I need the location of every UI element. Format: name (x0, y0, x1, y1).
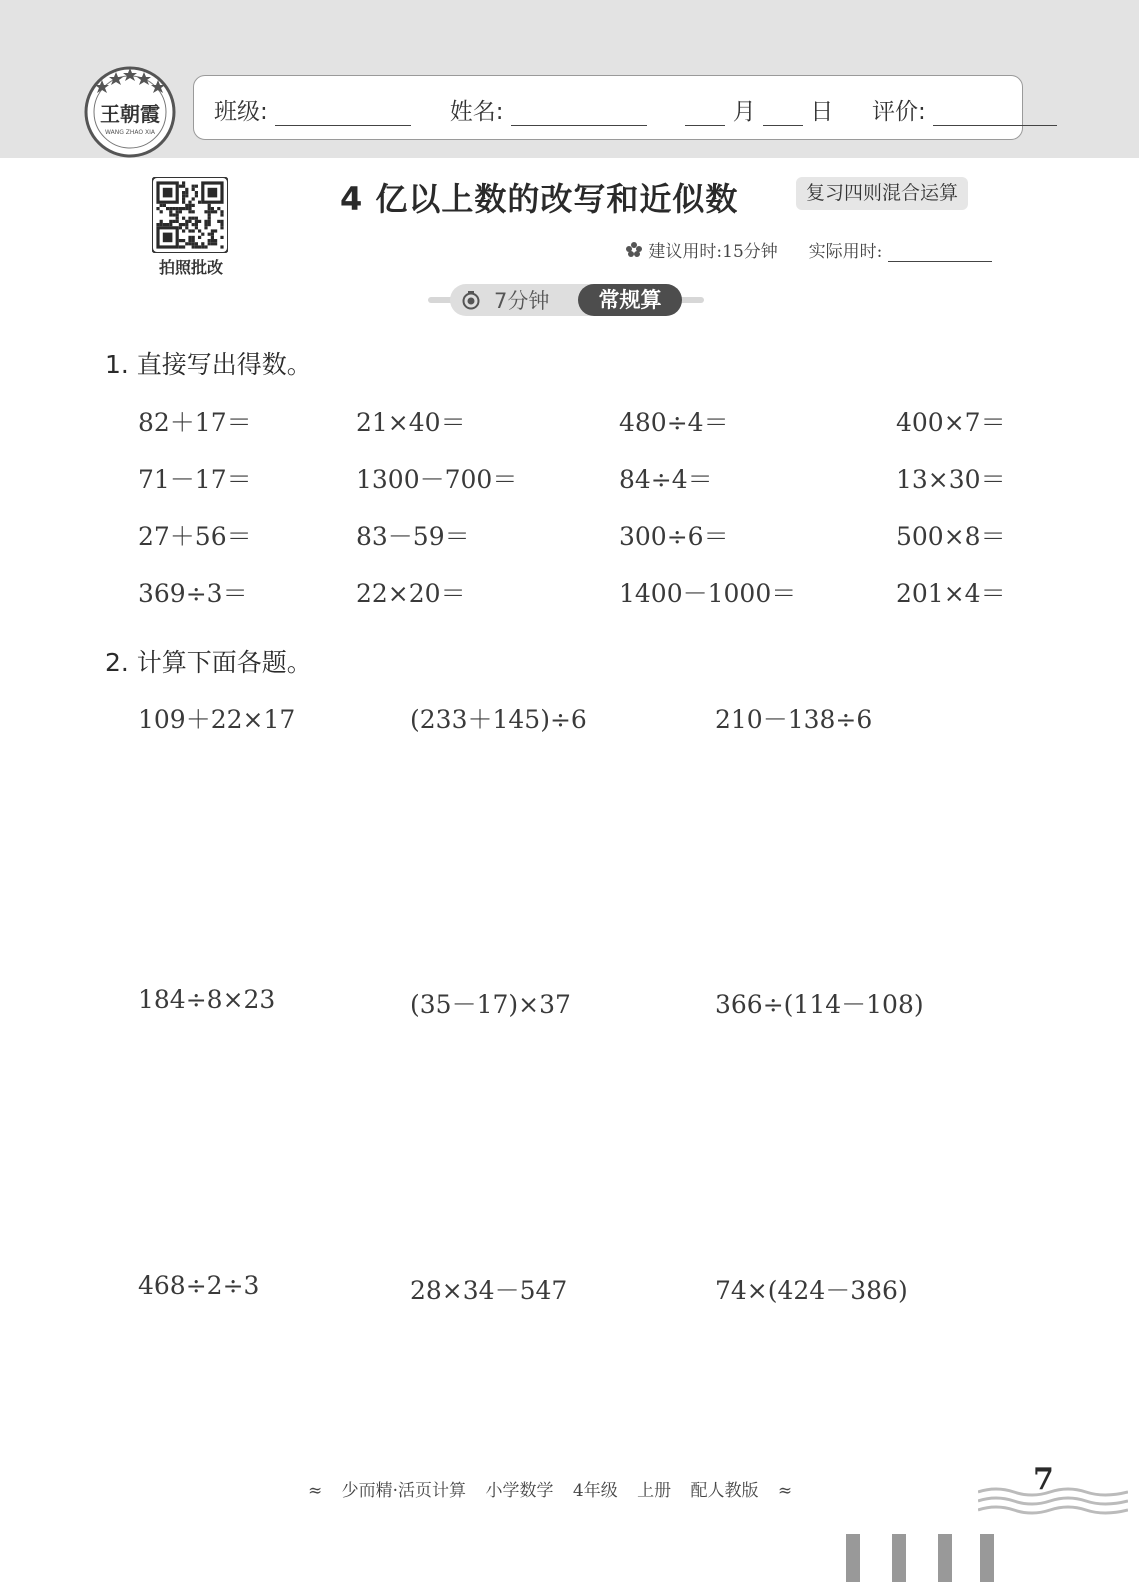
q1-item: 27＋56＝ (138, 522, 252, 551)
logo-subtext: WANG ZHAO XIA (105, 129, 155, 136)
q1-item: 1300－700＝ (356, 465, 518, 494)
q2-item: (35－17)×37 (410, 990, 571, 1019)
q1-item: 480÷4＝ (619, 408, 729, 437)
q2-item: 210－138÷6 (715, 705, 873, 734)
footer (308, 1476, 806, 1501)
day-field[interactable] (763, 101, 803, 126)
student-info-row (214, 93, 1057, 126)
logo-text: 王朝霞 (100, 102, 160, 126)
qr-caption: 拍照批改 (158, 258, 223, 277)
q1-item: 82＋17＝ (138, 408, 252, 437)
q2-item: (233＋145)÷6 (410, 705, 587, 734)
q2-item: 74×(424－386) (715, 1276, 908, 1305)
footer-subject: 小学数学 (485, 1481, 554, 1501)
footer-edition: 配人教版 (690, 1481, 759, 1501)
q1-item: 500×8＝ (896, 522, 1006, 551)
month-field[interactable] (685, 101, 725, 126)
page-number: 7 (1033, 1462, 1054, 1497)
section-badge: 常规算 (578, 284, 682, 316)
time-info (625, 237, 992, 262)
q2-item: 28×34－547 (410, 1276, 568, 1305)
name-label: 姓名: (449, 99, 504, 125)
brand-logo (84, 66, 176, 158)
topic-tag: 复习四则混合运算 (796, 177, 968, 210)
footer-grade: 4年级 (572, 1481, 618, 1501)
q1-item: 13×30＝ (896, 465, 1006, 494)
actual-time-field[interactable] (888, 241, 992, 262)
name-field[interactable] (511, 101, 647, 126)
page-title: 4 亿以上数的改写和近似数 (340, 180, 739, 218)
q1-item: 83－59＝ (356, 522, 470, 551)
question-1-heading: 1. 直接写出得数。 (105, 350, 312, 379)
q2-item: 366÷(114－108) (715, 990, 924, 1019)
q2-item: 468÷2÷3 (138, 1271, 260, 1300)
section-minutes: 7分钟 (494, 289, 550, 313)
q1-item: 84÷4＝ (619, 465, 713, 494)
rating-label: 评价: (871, 99, 926, 125)
qr-code[interactable] (152, 177, 228, 253)
q1-item: 1400－1000＝ (619, 579, 797, 608)
q1-item: 300÷6＝ (619, 522, 729, 551)
class-field[interactable] (275, 101, 411, 126)
wave-decoration (978, 1484, 1128, 1516)
q1-item: 400×7＝ (896, 408, 1006, 437)
rating-field[interactable] (933, 101, 1057, 126)
q2-item: 109＋22×17 (138, 705, 296, 734)
student-info-box (193, 75, 1023, 140)
question-2-heading: 2. 计算下面各题。 (105, 648, 312, 677)
q1-item: 369÷3＝ (138, 579, 248, 608)
q1-item: 71－17＝ (138, 465, 252, 494)
suggested-time: 建议用时:15分钟 (648, 242, 778, 262)
footer-series: 少而精·活页计算 (341, 1481, 467, 1501)
flower-icon (625, 241, 643, 259)
footer-volume: 上册 (637, 1481, 672, 1501)
q1-item: 22×20＝ (356, 579, 466, 608)
q2-item: 184÷8×23 (138, 985, 276, 1014)
actual-time-label: 实际用时: (808, 242, 883, 262)
q1-item: 201×4＝ (896, 579, 1006, 608)
day-label: 日 (810, 99, 834, 125)
month-label: 月 (732, 99, 756, 125)
page-tab-marks (846, 1534, 996, 1582)
class-label: 班级: (214, 99, 268, 125)
wave-left-icon: ≈ (308, 1481, 323, 1501)
wave-right-icon: ≈ (777, 1481, 793, 1501)
medal-clock-icon (461, 290, 481, 310)
q1-item: 21×40＝ (356, 408, 466, 437)
